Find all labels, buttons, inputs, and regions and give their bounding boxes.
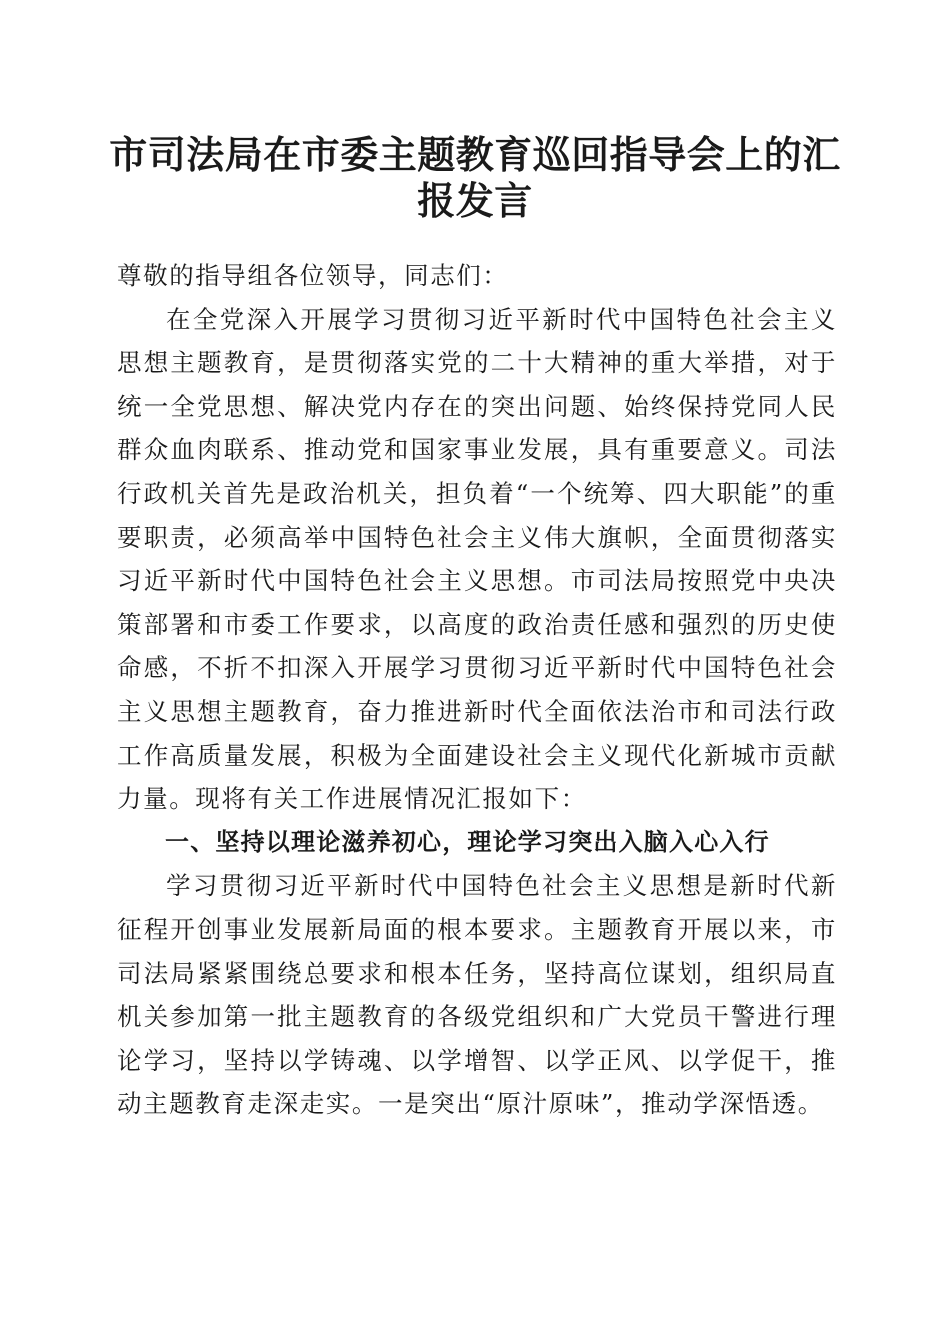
salutation: 尊敬的指导组各位领导，同志们： bbox=[117, 261, 509, 290]
document-title: 市司法局在市委主题教育巡回指导会上的汇报发言 bbox=[109, 132, 841, 223]
section-heading: 一、坚持以理论滋养初心，理论学习突出入脑入心入行 bbox=[165, 827, 770, 856]
section-paragraph: 学习贯彻习近平新时代中国特色社会主义思想是新时代新征程开创事业发展新局面的根本要求。主题教育开展以来，市司法局紧紧围绕总要求和根本任务，坚持高位谋划，组织局直机关参加第一批主题教育的各级党组织和广大党员干警进行理论学习，坚持以学铸魂、以学增智、以学正风、以学促干，推动主题教育走深走实。一是突出“原汁原味”，推动学深悟透。 bbox=[117, 871, 837, 1119]
document-body bbox=[117, 254, 837, 1126]
intro-paragraph: 在全党深入开展学习贯彻习近平新时代中国特色社会主义思想主题教育，是贯彻落实党的二十大精神的重大举措，对于统一全党思想、解决党内存在的突出问题、始终保持党同人民群众血肉联系、推动党和国家事业发展，具有重要意义。司法行政机关首先是政治机关，担负着“一个统筹、四大职能”的重要职责，必须高举中国特色社会主义伟大旗帜，全面贯彻落实习近平新时代中国特色社会主义思想。市司法局按照党中央决策部署和市委工作要求，以高度的政治责任感和强烈的历史使命感，不折不扣深入开展学习贯彻习近平新时代中国特色社会主义思想主题教育，奋力推进新时代全面依法治市和司法行政工作高质量发展，积极为全面建设社会主义现代化新城市贡献力量。现将有关工作进展情况汇报如下： bbox=[117, 304, 837, 814]
